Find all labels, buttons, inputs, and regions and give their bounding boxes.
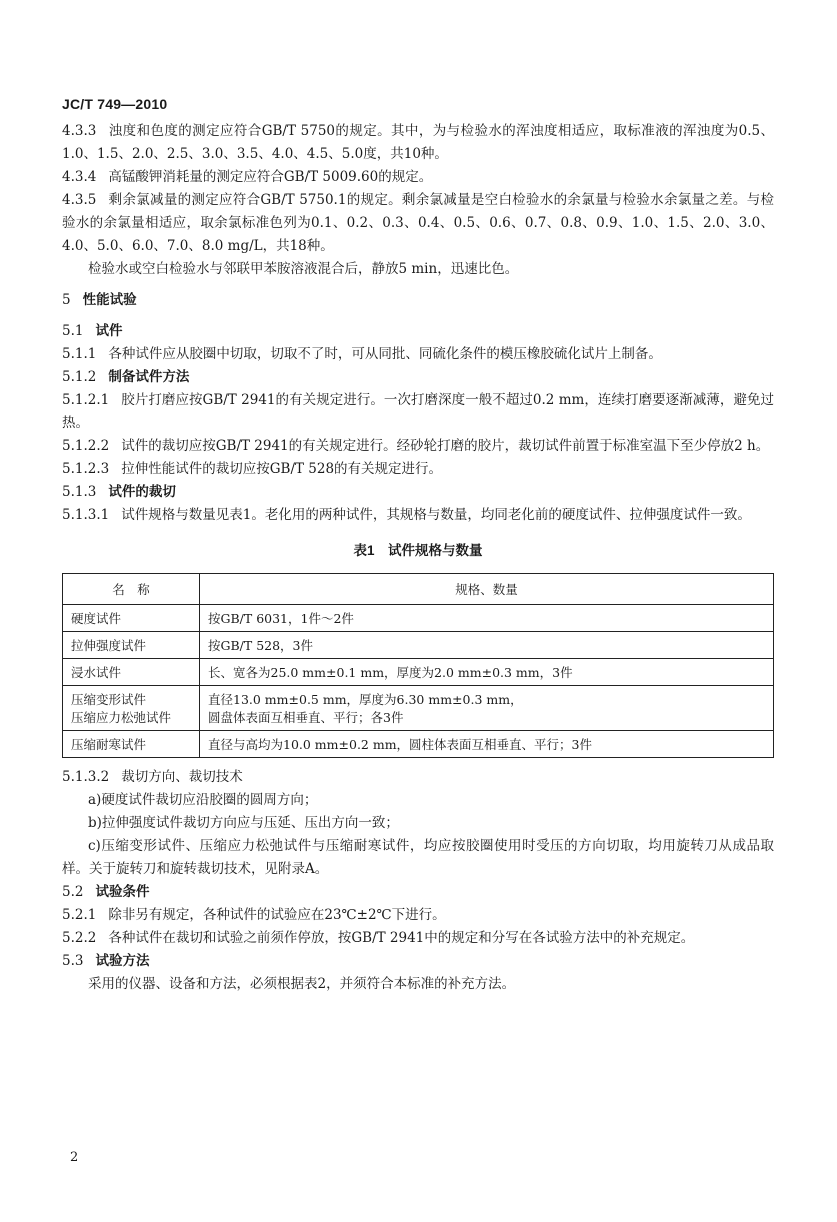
page-content	[62, 120, 774, 996]
table-row	[63, 605, 774, 632]
table-cell-name: 压缩耐寒试件	[63, 731, 200, 758]
table-header-spec: 规格、数量	[200, 574, 774, 605]
clause-5-2-2: 5.2.2 各种试件在裁切和试验之前须作停放，按GB/T 2941中的规定和分写在各试验方法中的补充规定。	[62, 930, 695, 946]
clause-4-3-4: 4.3.4 高锰酸钾消耗量的测定应符合GB/T 5009.60的规定。	[62, 169, 433, 185]
clause-4-3-5: 4.3.5 剩余氯减量的测定应符合GB/T 5750.1的规定。剩余氯减量是空白检验水的余氯量与检验水余氯量之差。与检验水的余氯量相适应，取余氯标准色列为0.1、0.2、0.3、0.4、0.5、0.6、0.7、0.8、0.9、1.0、1.5、2.0、3.0、4.0、5.0、6.0、7.0、8.0 mg/L，共18种。	[62, 192, 774, 254]
table-cell-name: 硬度试件	[63, 605, 200, 632]
document-code: JC/T 749—2010	[62, 96, 168, 112]
table-header-row	[63, 574, 774, 605]
list-item: b)拉伸强度试件裁切方向应与压延、压出方向一致；	[88, 815, 399, 831]
table-cell-spec: 按GB/T 6031，1件～2件	[200, 605, 774, 632]
clause-5-1-2-2: 5.1.2.2 试件的裁切应按GB/T 2941的有关规定进行。经砂轮打磨的胶片，裁切试件前置于标准室温下至少停放2 h。	[62, 438, 770, 454]
table-row	[63, 632, 774, 659]
clause-5-1-2-1: 5.1.2.1 胶片打磨应按GB/T 2941的有关规定进行。一次打磨深度一般不超过0.2 mm，连续打磨要逐渐减薄，避免过热。	[62, 392, 774, 431]
table-cell-name: 压缩变形试件 压缩应力松弛试件	[63, 686, 200, 731]
list-item: c)压缩变形试件、压缩应力松弛试件与压缩耐寒试件，均应按胶圈使用时受压的方向切取，均用旋转刀从成品取样。关于旋转刀和旋转裁切技术，见附录A。	[62, 838, 774, 877]
clause-5-3-text: 采用的仪器、设备和方法，必须根据表2，并须符合本标准的补充方法。	[88, 976, 516, 992]
heading-5-1-2: 5.1.2 制备试件方法	[62, 369, 190, 385]
heading-5-1-3-2: 5.1.3.2 裁切方向、裁切技术	[62, 769, 243, 785]
table-title: 表1 试件规格与数量	[353, 543, 483, 558]
table-cell-spec: 直径与高均为10.0 mm±0.2 mm，圆柱体表面互相垂直、平行；3件	[200, 731, 774, 758]
heading-5-3: 5.3 试验方法	[62, 953, 150, 969]
section-heading-5: 5 性能试验	[62, 292, 137, 308]
table-row	[63, 731, 774, 758]
clause-4-3-3: 4.3.3 浊度和色度的测定应符合GB/T 5750的规定。其中，为与检验水的浑浊度相适应，取标准液的浑浊度为0.5、1.0、1.5、2.0、2.5、3.0、3.5、4.0、4.5、5.0度，共10种。	[62, 123, 774, 162]
clause-5-1-3-1: 5.1.3.1 试件规格与数量见表1。老化用的两种试件，其规格与数量，均同老化前的硬度试件、拉伸强度试件一致。	[62, 507, 751, 523]
table-cell-spec: 直径13.0 mm±0.5 mm，厚度为6.30 mm±0.3 mm， 圆盘体表面互相垂直、平行；各3件	[200, 686, 774, 731]
table-header-name: 名 称	[63, 574, 200, 605]
table-row	[63, 686, 774, 731]
heading-5-1: 5.1 试件	[62, 323, 123, 339]
page-number: 2	[70, 1150, 79, 1165]
specimen-table	[62, 573, 774, 758]
list-item: a)硬度试件裁切应沿胶圈的圆周方向；	[88, 792, 318, 808]
table-cell-name: 拉伸强度试件	[63, 632, 200, 659]
table-cell-name: 浸水试件	[63, 659, 200, 686]
heading-5-1-3: 5.1.3 试件的裁切	[62, 484, 176, 500]
clause-5-1-1: 5.1.1 各种试件应从胶圈中切取，切取不了时，可从同批、同硫化条件的模压橡胶硫化试片上制备。	[62, 346, 662, 362]
clause-5-1-2-3: 5.1.2.3 拉伸性能试件的裁切应按GB/T 528的有关规定进行。	[62, 461, 443, 477]
clause-5-2-1: 5.2.1 除非另有规定，各种试件的试验应在23℃±2℃下进行。	[62, 907, 446, 923]
table-cell-spec: 长、宽各为25.0 mm±0.1 mm，厚度为2.0 mm±0.3 mm，3件	[200, 659, 774, 686]
table-cell-spec: 按GB/T 528，3件	[200, 632, 774, 659]
heading-5-2: 5.2 试验条件	[62, 884, 150, 900]
clause-4-3-5-note: 检验水或空白检验水与邻联甲苯胺溶液混合后，静放5 min，迅速比色。	[88, 261, 519, 277]
table-row	[63, 659, 774, 686]
